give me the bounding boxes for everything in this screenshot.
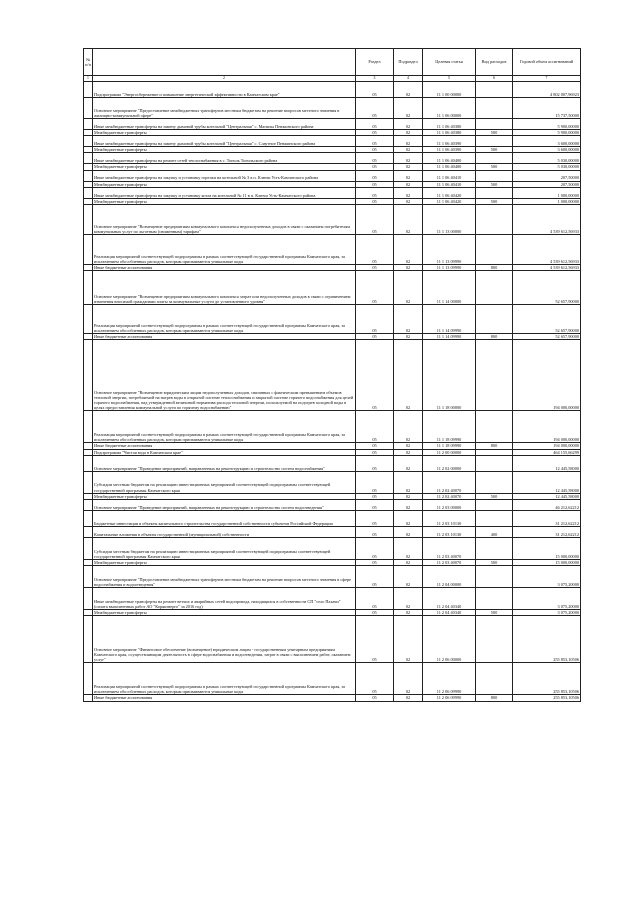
podrazdel-cell: 02	[394, 500, 423, 511]
target-article-cell: 11 2 02 40070	[423, 471, 476, 493]
item-name-cell: Иные бюджетные ассигнования	[93, 334, 356, 340]
target-article-cell: 11 1 14 09990	[423, 305, 476, 334]
expense-type-cell	[476, 271, 513, 305]
expense-type-cell: 800	[476, 443, 513, 449]
col-number: 6	[476, 76, 513, 82]
row-number-cell	[84, 500, 93, 511]
annual-volume-cell: 12 445,58000	[513, 493, 581, 499]
table-row	[84, 305, 581, 334]
target-article-cell: 11 2 04 40340	[423, 610, 476, 616]
annual-volume-cell: 52 657,90000	[513, 305, 581, 334]
table-row	[84, 471, 581, 493]
target-article-cell: 11 1 14 00000	[423, 271, 476, 305]
expense-type-cell	[476, 663, 513, 695]
table-row	[84, 511, 581, 527]
target-article-cell: 11 1 06 40390	[423, 147, 476, 153]
row-number-cell	[84, 471, 93, 493]
razdel-cell: 05	[356, 663, 394, 695]
expense-type-cell	[476, 471, 513, 493]
col-number: 5	[423, 76, 476, 82]
target-article-cell: 11 1 18 09990	[423, 443, 476, 449]
annual-volume-cell: 5 900,00000	[513, 130, 581, 136]
row-number-cell	[84, 153, 93, 164]
item-name-cell: Реализация мероприятий соответствующей подпрограммы в рамках соответствующей государственной программы Камчатского края, за исключением обособленных расходов, которым присваиваются уникальные коды	[93, 305, 356, 334]
razdel-cell: 05	[356, 98, 394, 119]
expense-type-cell: 500	[476, 198, 513, 204]
podrazdel-cell: 02	[394, 265, 423, 271]
expense-type-cell	[476, 170, 513, 181]
col-header-annual-volume: Годовой объем ассигнований	[513, 49, 581, 76]
item-name-cell: Иные межбюджетные трансферты на замену дымовой трубы котельной "Центральная" с. Манилы Пенжинского района	[93, 119, 356, 130]
row-number-cell	[84, 527, 93, 538]
target-article-cell: 11 1 14 09990	[423, 334, 476, 340]
col-header-podrazdel: Подраздел	[394, 49, 423, 76]
annual-volume-cell: 194 000,00000	[513, 411, 581, 443]
expense-type-cell: 800	[476, 265, 513, 271]
item-name-cell: Межбюджетные трансферты	[93, 181, 356, 187]
item-name-cell: Реализация мероприятий соответствующей подпрограммы в рамках соответствующей государственной программы Камчатского края, за исключением обособленных расходов, которым присваиваются уникальные коды	[93, 411, 356, 443]
col-number: 1	[84, 76, 93, 82]
row-number-cell	[84, 205, 93, 235]
razdel-cell: 05	[356, 305, 394, 334]
annual-volume-cell: 4 539 612,56933	[513, 235, 581, 265]
table-row	[84, 566, 581, 588]
expense-type-cell	[476, 511, 513, 527]
podrazdel-cell: 02	[394, 187, 423, 198]
row-number-cell	[84, 98, 93, 119]
razdel-cell: 05	[356, 235, 394, 265]
expense-type-cell	[476, 616, 513, 663]
podrazdel-cell: 02	[394, 340, 423, 411]
razdel-cell: 05	[356, 187, 394, 198]
table-row	[84, 527, 581, 538]
podrazdel-cell: 02	[394, 610, 423, 616]
target-article-cell: 11 1 06 40410	[423, 181, 476, 187]
item-name-cell: Иные межбюджетные трансферты на закупку и установку горелки на котельной № 3 в п. Ключи Усть-Камчатского района	[93, 170, 356, 181]
podrazdel-cell: 02	[394, 455, 423, 471]
target-article-cell: 11 1 18 00000	[423, 340, 476, 411]
expense-type-cell	[476, 205, 513, 235]
target-article-cell: 11 1 06 40420	[423, 198, 476, 204]
table-row	[84, 271, 581, 305]
annual-volume-cell: 3 075,20000	[513, 566, 581, 588]
item-name-cell: Бюджетные инвестиции в объекты капитального строительства государственной собственности субъектов Российской Федерации	[93, 511, 356, 527]
annual-volume-cell: 1 000,00000	[513, 187, 581, 198]
annual-volume-cell: 4 802 007,96923	[513, 82, 581, 98]
table-row	[84, 616, 581, 663]
annual-volume-cell: 15 737,50000	[513, 98, 581, 119]
row-number-cell	[84, 411, 93, 443]
target-article-cell: 11 2 06 00000	[423, 616, 476, 663]
podrazdel-cell: 02	[394, 663, 423, 695]
expense-type-cell	[476, 411, 513, 443]
table-row	[84, 235, 581, 265]
item-name-cell: Межбюджетные трансферты	[93, 493, 356, 499]
item-name-cell: Реализация мероприятий соответствующей подпрограммы в рамках соответствующей государственной программы Камчатского края, за исключением обособленных расходов, которым присваиваются уникальные коды	[93, 235, 356, 265]
item-name-cell: Иные межбюджетные трансферты на замену дымовой трубы котельной "Центральная" с. Слаутное Пенжинского района	[93, 136, 356, 147]
document-page	[83, 48, 580, 702]
target-article-cell: 11 1 06 00000	[423, 98, 476, 119]
razdel-cell: 05	[356, 153, 394, 164]
annual-volume-cell: 31 212,62212	[513, 511, 581, 527]
razdel-cell: 05	[356, 136, 394, 147]
target-article-cell: 11 1 13 09990	[423, 235, 476, 265]
expense-type-cell: 500	[476, 130, 513, 136]
target-article-cell: 11 2 04 00000	[423, 566, 476, 588]
annual-volume-cell: 4 539 612,56933	[513, 265, 581, 271]
target-article-cell: 11 1 06 40380	[423, 119, 476, 130]
row-number-cell	[84, 119, 93, 130]
target-article-cell: 11 2 00 00000	[423, 449, 476, 455]
annual-volume-cell: 31 212,62212	[513, 527, 581, 538]
podrazdel-cell: 02	[394, 98, 423, 119]
razdel-cell: 05	[356, 695, 394, 701]
razdel-cell: 05	[356, 449, 394, 455]
target-article-cell: 11 2 06 09990	[423, 663, 476, 695]
table-row	[84, 455, 581, 471]
razdel-cell: 05	[356, 170, 394, 181]
expense-type-cell	[476, 98, 513, 119]
row-number-cell	[84, 136, 93, 147]
col-header-number: № п/п	[84, 49, 93, 76]
annual-volume-cell: 3 075,20000	[513, 588, 581, 610]
annual-volume-cell: 15 000,00000	[513, 560, 581, 566]
item-name-cell: Межбюджетные трансферты	[93, 610, 356, 616]
table-row	[84, 170, 581, 181]
annual-volume-cell: 15 000,00000	[513, 538, 581, 560]
razdel-cell: 05	[356, 119, 394, 130]
razdel-cell: 05	[356, 538, 394, 560]
col-number: 2	[93, 76, 356, 82]
row-number-cell	[84, 511, 93, 527]
razdel-cell: 05	[356, 130, 394, 136]
header-row	[84, 49, 581, 76]
item-name-cell: Межбюджетные трансферты	[93, 560, 356, 566]
row-number-cell	[84, 235, 93, 265]
target-article-cell: 11 1 06 40410	[423, 170, 476, 181]
item-name-cell: Основное мероприятие "Проведение мероприятий, направленных на реконструкцию и строительство систем водоснабжения"	[93, 455, 356, 471]
podrazdel-cell: 02	[394, 471, 423, 493]
target-article-cell: 11 1 06 40400	[423, 164, 476, 170]
razdel-cell: 05	[356, 82, 394, 98]
col-header-razdel: Раздел	[356, 49, 394, 76]
razdel-cell: 05	[356, 411, 394, 443]
target-article-cell: 11 2 03 10130	[423, 511, 476, 527]
row-number-cell	[84, 616, 93, 663]
podrazdel-cell: 02	[394, 695, 423, 701]
podrazdel-cell: 02	[394, 334, 423, 340]
item-name-cell: Межбюджетные трансферты	[93, 147, 356, 153]
podrazdel-cell: 02	[394, 198, 423, 204]
podrazdel-cell: 02	[394, 560, 423, 566]
item-name-cell: Субсидии местным бюджетам на реализацию инвестиционных мероприятий соответствующей подпрограммы соответствующей государственной программы Камчатского края	[93, 538, 356, 560]
item-name-cell: Основное мероприятие "Возмещение юридическим лицам недополученных доходов, связанных с фактическим превышением объемов тепловой энергии, потребляемой на нагрев воды в открытой системе теплоснабжения и закрытой системе горячего водоснабжения для целей горячего водоснабжения, над утвержденной величиной норматива расхода тепловой энергии, используемой на подогрев холодной воды в целях предоставления коммунальной услуги по горячему водоснабжению"	[93, 340, 356, 411]
item-name-cell: Иные межбюджетные трансферты на ремонт сетей теплоснабжения в с. Тигиль Тигильского района	[93, 153, 356, 164]
table-row	[84, 663, 581, 695]
item-name-cell: Иные межбюджетные трансферты на ремонт ветхих и аварийных сетей водопровода, находящихся в собственности СП "село Пахачи" (оплата выполненных работ АО "Корякэнерго" за 2016 год)	[93, 588, 356, 610]
row-number-cell	[84, 271, 93, 305]
annual-volume-cell: 255 853,10506	[513, 616, 581, 663]
annual-volume-cell: 194 000,00000	[513, 443, 581, 449]
podrazdel-cell: 02	[394, 305, 423, 334]
expense-type-cell	[476, 340, 513, 411]
razdel-cell: 05	[356, 500, 394, 511]
target-article-cell: 11 1 00 00000	[423, 82, 476, 98]
razdel-cell: 05	[356, 566, 394, 588]
item-name-cell: Основное мероприятие "Предоставление межбюджетных трансфертов местным бюджетам на решение вопросов местного значения в жилищно-коммунальной сфере"	[93, 98, 356, 119]
table-row	[84, 205, 581, 235]
table-row	[84, 98, 581, 119]
razdel-cell: 05	[356, 181, 394, 187]
row-number-cell	[84, 340, 93, 411]
podrazdel-cell: 02	[394, 449, 423, 455]
expense-type-cell: 400	[476, 527, 513, 538]
razdel-cell: 05	[356, 164, 394, 170]
expense-type-cell	[476, 119, 513, 130]
razdel-cell: 05	[356, 616, 394, 663]
budget-table	[83, 48, 581, 702]
row-number-cell	[84, 588, 93, 610]
razdel-cell: 05	[356, 340, 394, 411]
target-article-cell: 11 2 03 10130	[423, 527, 476, 538]
item-name-cell: Подпрограмма "Энергосбережение и повышение энергетической эффективности в Камчатском крае"	[93, 82, 356, 98]
col-number: 7	[513, 76, 581, 82]
razdel-cell: 05	[356, 560, 394, 566]
podrazdel-cell: 02	[394, 527, 423, 538]
razdel-cell: 05	[356, 527, 394, 538]
col-number: 4	[394, 76, 423, 82]
podrazdel-cell: 02	[394, 443, 423, 449]
table-row	[84, 588, 581, 610]
annual-volume-cell: 3 075,20000	[513, 610, 581, 616]
target-article-cell: 11 1 06 40400	[423, 153, 476, 164]
annual-volume-cell: 46 212,62212	[513, 500, 581, 511]
podrazdel-cell: 02	[394, 566, 423, 588]
podrazdel-cell: 02	[394, 153, 423, 164]
podrazdel-cell: 02	[394, 170, 423, 181]
podrazdel-cell: 02	[394, 271, 423, 305]
row-number-cell	[84, 566, 93, 588]
podrazdel-cell: 02	[394, 235, 423, 265]
annual-volume-cell: 194 000,00000	[513, 340, 581, 411]
annual-volume-cell: 3 600,00000	[513, 147, 581, 153]
col-number: 3	[356, 76, 394, 82]
target-article-cell: 11 2 03 40070	[423, 560, 476, 566]
annual-volume-cell: 5 900,00000	[513, 119, 581, 130]
target-article-cell: 11 1 18 09990	[423, 411, 476, 443]
expense-type-cell	[476, 82, 513, 98]
razdel-cell: 05	[356, 265, 394, 271]
table-row	[84, 538, 581, 560]
podrazdel-cell: 02	[394, 616, 423, 663]
annual-volume-cell: 255 853,10506	[513, 663, 581, 695]
razdel-cell: 05	[356, 334, 394, 340]
annual-volume-cell: 3 600,00000	[513, 136, 581, 147]
razdel-cell: 05	[356, 511, 394, 527]
item-name-cell: Иные бюджетные ассигнования	[93, 265, 356, 271]
expense-type-cell	[476, 566, 513, 588]
target-article-cell: 11 2 02 00000	[423, 455, 476, 471]
razdel-cell: 05	[356, 205, 394, 235]
col-header-name	[93, 49, 356, 76]
podrazdel-cell: 02	[394, 130, 423, 136]
expense-type-cell	[476, 187, 513, 198]
expense-type-cell: 800	[476, 695, 513, 701]
table-row	[84, 153, 581, 164]
podrazdel-cell: 02	[394, 82, 423, 98]
razdel-cell: 05	[356, 443, 394, 449]
table-row	[84, 695, 581, 701]
expense-type-cell	[476, 153, 513, 164]
col-header-expense-type: Вид расходов	[476, 49, 513, 76]
expense-type-cell: 500	[476, 493, 513, 499]
item-name-cell: Иные бюджетные ассигнования	[93, 695, 356, 701]
item-name-cell: Субсидии местным бюджетам на реализацию инвестиционных мероприятий соответствующей подпрограммы соответствующей государственной программы Камчатского края	[93, 471, 356, 493]
table-row	[84, 187, 581, 198]
target-article-cell: 11 1 06 40420	[423, 187, 476, 198]
podrazdel-cell: 02	[394, 538, 423, 560]
annual-volume-cell: 52 657,90000	[513, 271, 581, 305]
item-name-cell: Межбюджетные трансферты	[93, 164, 356, 170]
expense-type-cell	[476, 305, 513, 334]
row-number-cell	[84, 170, 93, 181]
item-name-cell: Основное мероприятие "Возмещение предприятиям коммунального комплекса недополученных доходов в связи с оказанием потребителям коммунальных услуг по льготным (сниженным) тарифам"	[93, 205, 356, 235]
row-number-cell	[84, 663, 93, 695]
expense-type-cell	[476, 500, 513, 511]
podrazdel-cell: 02	[394, 205, 423, 235]
podrazdel-cell: 02	[394, 136, 423, 147]
item-name-cell: Иные межбюджетные трансферты на закупку и установку котла на котельной № 11 в п. Ключи Усть-Камчатского района	[93, 187, 356, 198]
razdel-cell: 05	[356, 147, 394, 153]
annual-volume-cell: 12 445,58000	[513, 471, 581, 493]
target-article-cell: 11 2 02 40070	[423, 493, 476, 499]
target-article-cell: 11 2 06 09990	[423, 695, 476, 701]
razdel-cell: 05	[356, 610, 394, 616]
expense-type-cell	[476, 235, 513, 265]
expense-type-cell	[476, 455, 513, 471]
target-article-cell: 11 1 06 40390	[423, 136, 476, 147]
item-name-cell: Основное мероприятие "Финансовое обеспечение (возмещение) юридическим лицам - государственным унитарным предприятиям Камчатского края, осуществляющим деятельность в сфере водоснабжения и водоотведения, затрат в связи с выполнением работ, оказанием услуг"	[93, 616, 356, 663]
annual-volume-cell: 5 030,00000	[513, 164, 581, 170]
table-row	[84, 119, 581, 130]
podrazdel-cell: 02	[394, 588, 423, 610]
row-number-cell	[84, 187, 93, 198]
target-article-cell: 11 2 04 40340	[423, 588, 476, 610]
razdel-cell: 05	[356, 198, 394, 204]
expense-type-cell: 500	[476, 147, 513, 153]
podrazdel-cell: 02	[394, 181, 423, 187]
item-name-cell: Капитальные вложения в объекты государственной (муниципальной) собственности	[93, 527, 356, 538]
razdel-cell: 05	[356, 493, 394, 499]
row-number-cell	[84, 305, 93, 334]
row-number-cell	[84, 455, 93, 471]
row-number-cell	[84, 538, 93, 560]
podrazdel-cell: 02	[394, 511, 423, 527]
item-name-cell: Основное мероприятие "Проведение мероприятий, направленных на реконструкцию и строительство систем водоотведения"	[93, 500, 356, 511]
item-name-cell: Основное мероприятие "Возмещение предприятиям коммунального комплекса затрат или недополученных доходов в связи с ограничением изменения вносимой гражданами платы за коммунальные услуги до установленного уровня"	[93, 271, 356, 305]
annual-volume-cell: 52 657,90000	[513, 334, 581, 340]
podrazdel-cell: 02	[394, 164, 423, 170]
item-name-cell: Основное мероприятие "Предоставление межбюджетных трансфертов местным бюджетам на решение вопросов местного значения в сфере водоснабжения и водоотведения"	[93, 566, 356, 588]
table-row	[84, 82, 581, 98]
item-name-cell: Межбюджетные трансферты	[93, 130, 356, 136]
annual-volume-cell: 12 445,58000	[513, 455, 581, 471]
podrazdel-cell: 02	[394, 147, 423, 153]
expense-type-cell: 500	[476, 560, 513, 566]
razdel-cell: 05	[356, 271, 394, 305]
col-header-target-article: Целевая статья	[423, 49, 476, 76]
expense-type-cell: 500	[476, 164, 513, 170]
target-article-cell: 11 1 06 40380	[423, 130, 476, 136]
expense-type-cell: 500	[476, 610, 513, 616]
table-row	[84, 136, 581, 147]
table-row	[84, 340, 581, 411]
annual-volume-cell: 1 000,00000	[513, 198, 581, 204]
podrazdel-cell: 02	[394, 493, 423, 499]
item-name-cell: Подпрограмма "Чистая вода в Камчатском крае"	[93, 449, 356, 455]
annual-volume-cell: 4 539 612,56933	[513, 205, 581, 235]
target-article-cell: 11 1 13 00000	[423, 205, 476, 235]
row-number-cell	[84, 695, 93, 701]
annual-volume-cell: 207,50000	[513, 181, 581, 187]
annual-volume-cell: 207,50000	[513, 170, 581, 181]
annual-volume-cell: 5 030,00000	[513, 153, 581, 164]
target-article-cell: 11 1 13 09990	[423, 265, 476, 271]
annual-volume-cell: 464 155,66299	[513, 449, 581, 455]
item-name-cell: Межбюджетные трансферты	[93, 198, 356, 204]
expense-type-cell	[476, 136, 513, 147]
annual-volume-cell: 255 853,10506	[513, 695, 581, 701]
expense-type-cell	[476, 588, 513, 610]
razdel-cell: 05	[356, 471, 394, 493]
podrazdel-cell: 02	[394, 119, 423, 130]
table-row	[84, 500, 581, 511]
target-article-cell: 11 2 03 40070	[423, 538, 476, 560]
row-number-cell	[84, 82, 93, 98]
table-row	[84, 411, 581, 443]
razdel-cell: 05	[356, 588, 394, 610]
podrazdel-cell: 02	[394, 411, 423, 443]
item-name-cell: Реализация мероприятий соответствующей подпрограммы в рамках соответствующей государственной программы Камчатского края, за исключением обособленных расходов, которым присваиваются уникальные коды	[93, 663, 356, 695]
expense-type-cell	[476, 538, 513, 560]
expense-type-cell: 500	[476, 181, 513, 187]
razdel-cell: 05	[356, 455, 394, 471]
item-name-cell: Иные бюджетные ассигнования	[93, 443, 356, 449]
target-article-cell: 11 2 03 00000	[423, 500, 476, 511]
expense-type-cell: 800	[476, 334, 513, 340]
table-body	[84, 82, 581, 702]
